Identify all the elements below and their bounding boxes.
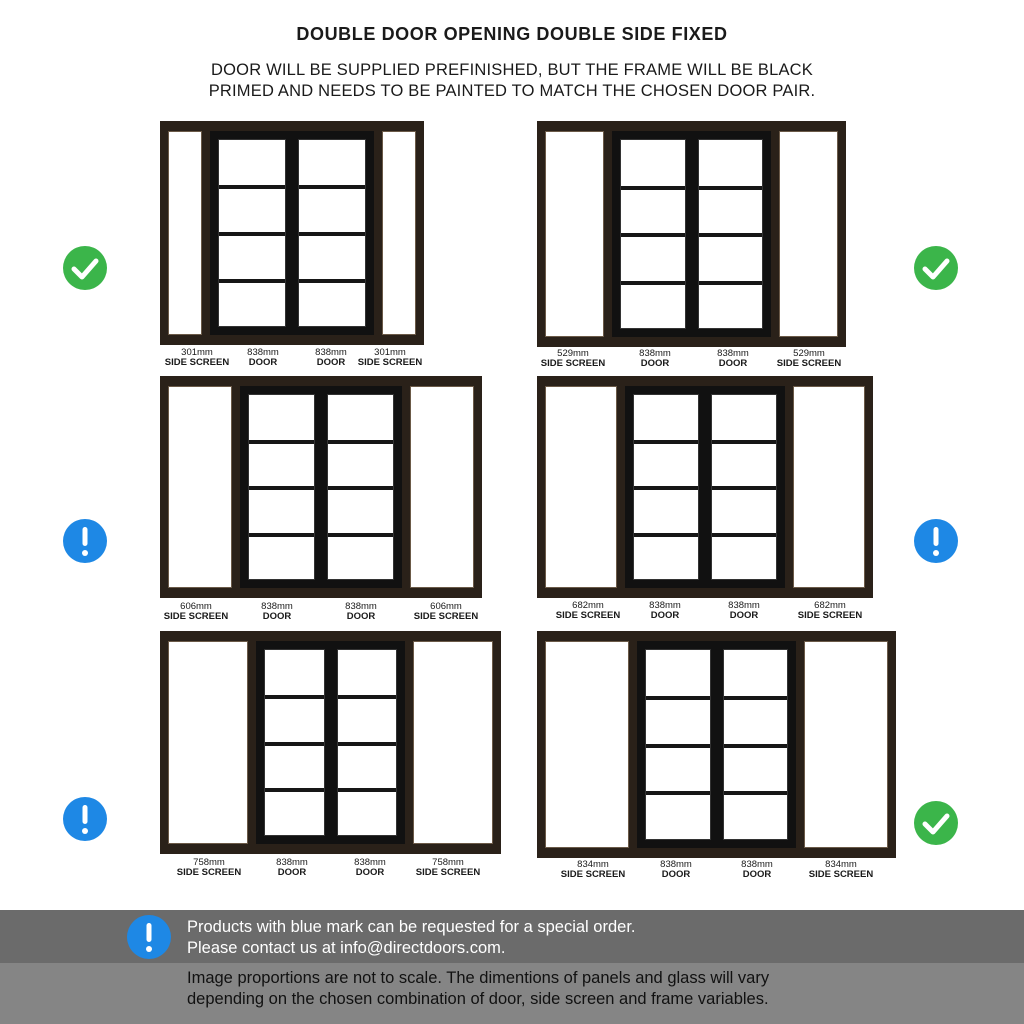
outer-frame [160,121,424,345]
dim-label: SIDE SCREEN [808,869,874,880]
side-screen-left [545,386,617,588]
door-leaf-left [633,394,699,580]
dim-door-right [325,858,415,878]
dim-value: 682mm [572,600,604,611]
dim-label: DOOR [718,358,748,369]
glazing-bar [634,533,698,537]
dim-label: DOOR [742,869,772,880]
dim-label: SIDE SCREEN [164,357,230,368]
glazing-bar [338,742,397,746]
glazing-bar [249,486,314,490]
glazing-bar [634,440,698,444]
double-door-pair [612,131,771,337]
dim-value: 838mm [345,601,377,612]
scale-note-band [0,963,1024,1024]
dim-value: 838mm [728,600,760,611]
dim-label: SIDE SCREEN [555,610,621,621]
glazing-bar [328,440,393,444]
exclamation-icon [127,915,171,959]
glazing-bar [328,533,393,537]
dim-side-screen-right [403,858,493,878]
page-title: DOUBLE DOOR OPENING DOUBLE SIDE FIXED [296,24,728,44]
dim-value: 838mm [639,348,671,359]
outer-frame [160,376,482,598]
dim-side-screen-right [796,860,886,880]
side-screen-right [413,641,493,844]
side-screen-right [410,386,474,588]
door-leaf-right [337,649,398,836]
dim-label: DOOR [355,867,385,878]
side-screen-right [793,386,865,588]
side-screen-left [545,131,604,337]
dim-door-left [631,860,721,880]
scale-note-line-1: Image proportions are not to scale. The dimentions of panels and glass will vary [187,969,770,987]
dim-label: DOOR [248,357,278,368]
door-leaf-left [264,649,325,836]
dim-value: 838mm [354,857,386,868]
glazing-bar [621,281,685,285]
glazing-bar [646,744,710,748]
dim-value: 838mm [261,601,293,612]
dim-side-screen-right [764,349,854,369]
dim-value: 838mm [649,600,681,611]
door-leaf-right [698,139,764,329]
dim-value: 301mm [181,347,213,358]
page-subtitle [0,60,1024,102]
dim-value: 301mm [374,347,406,358]
side-screen-right [804,641,888,848]
dim-value: 682mm [814,600,846,611]
subtitle-line-1: DOOR WILL BE SUPPLIED PREFINISHED, BUT THE FRAME WILL BE BLACK [211,61,813,79]
double-door-pair [625,386,785,588]
dim-value: 838mm [315,347,347,358]
dim-value: 606mm [180,601,212,612]
dim-side-screen-left [151,602,241,622]
glazing-bar [219,232,285,236]
exclamation-icon [63,797,107,841]
door-leaf-right [723,649,789,840]
glazing-bar [646,791,710,795]
side-screen-left [168,386,232,588]
dim-door-left [610,349,700,369]
dim-value: 758mm [193,857,225,868]
dim-label: SIDE SCREEN [163,611,229,622]
dim-value: 838mm [660,859,692,870]
glazing-bar [265,788,324,792]
glazing-bar [621,233,685,237]
glazing-bar [724,744,788,748]
dim-side-screen-right [785,601,875,621]
dim-side-screen-right [401,602,491,622]
glazing-bar [699,233,763,237]
double-door-pair [256,641,405,844]
dim-label: DOOR [650,610,680,621]
glazing-bar [249,533,314,537]
glazing-bar [265,695,324,699]
dim-label: SIDE SCREEN [415,867,481,878]
dim-door-right [699,601,789,621]
dim-label: SIDE SCREEN [413,611,479,622]
dim-door-right [316,602,406,622]
glazing-bar [712,486,776,490]
dim-value: 838mm [741,859,773,870]
outer-frame [537,376,873,598]
door-leaf-left [218,139,286,327]
glazing-bar [712,440,776,444]
dim-label: SIDE SCREEN [176,867,242,878]
dim-value: 758mm [432,857,464,868]
dim-door-left [247,858,337,878]
dim-door-right [712,860,802,880]
dim-value: 529mm [793,348,825,359]
dim-value: 838mm [276,857,308,868]
dim-label: DOOR [316,357,346,368]
dim-label: DOOR [640,358,670,369]
dim-value: 838mm [247,347,279,358]
side-screen-left [545,641,629,848]
check-icon [914,246,958,290]
dim-value: 529mm [557,348,589,359]
outer-frame [160,631,501,854]
door-leaf-right [298,139,366,327]
glazing-bar [634,486,698,490]
side-screen-right [779,131,838,337]
glazing-bar [299,279,365,283]
dim-side-screen-right [345,348,435,368]
glazing-bar [249,440,314,444]
scale-note-line-2: depending on the chosen combination of door, side screen and frame variables. [187,990,769,1008]
dim-side-screen-left [548,860,638,880]
door-leaf-left [248,394,315,580]
door-leaf-right [327,394,394,580]
dim-door-left [232,602,322,622]
outer-frame [537,631,896,858]
glazing-bar [265,742,324,746]
dim-value: 838mm [717,348,749,359]
glazing-bar [712,533,776,537]
dim-label: DOOR [661,869,691,880]
glazing-bar [338,695,397,699]
check-icon [914,801,958,845]
dim-label: SIDE SCREEN [540,358,606,369]
side-screen-left [168,641,248,844]
dim-side-screen-left [528,349,618,369]
special-order-line-1: Products with blue mark can be requested for a special order. [187,918,636,936]
glazing-bar [328,486,393,490]
dim-value: 834mm [577,859,609,870]
dim-label: SIDE SCREEN [776,358,842,369]
side-screen-right [382,131,416,335]
double-door-pair [240,386,402,588]
dim-value: 834mm [825,859,857,870]
door-leaf-right [711,394,777,580]
special-order-line-2: Please contact us at info@directdoors.com. [187,939,506,957]
dim-door-left [620,601,710,621]
dim-label: DOOR [277,867,307,878]
dim-value: 606mm [430,601,462,612]
glazing-bar [299,185,365,189]
dim-label: SIDE SCREEN [560,869,626,880]
glazing-bar [724,696,788,700]
glazing-bar [219,185,285,189]
outer-frame [537,121,846,347]
glazing-bar [699,186,763,190]
glazing-bar [299,232,365,236]
dim-label: SIDE SCREEN [357,357,423,368]
glazing-bar [338,788,397,792]
door-leaf-left [645,649,711,840]
glazing-bar [646,696,710,700]
exclamation-icon [914,519,958,563]
exclamation-icon [63,519,107,563]
check-icon [63,246,107,290]
dim-label: DOOR [729,610,759,621]
dim-label: SIDE SCREEN [797,610,863,621]
side-screen-left [168,131,202,335]
glazing-bar [699,281,763,285]
dim-side-screen-left [164,858,254,878]
subtitle-line-2: PRIMED AND NEEDS TO BE PAINTED TO MATCH THE CHOSEN DOOR PAIR. [208,82,816,100]
door-leaf-left [620,139,686,329]
glazing-bar [219,279,285,283]
double-door-pair [210,131,374,335]
glazing-bar [724,791,788,795]
glazing-bar [621,186,685,190]
double-door-pair [637,641,796,848]
dim-label: DOOR [262,611,292,622]
dim-label: DOOR [346,611,376,622]
